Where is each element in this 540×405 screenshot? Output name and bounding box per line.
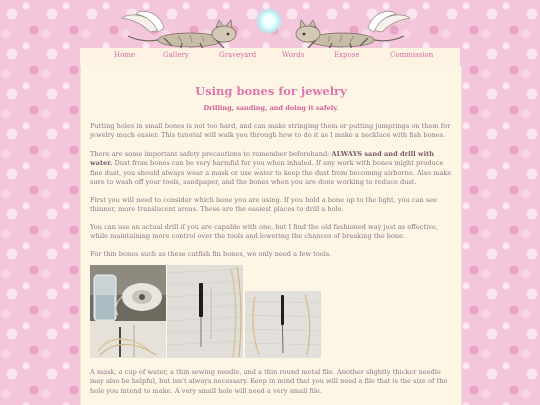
- page-title: Using bones for jewelry: [195, 84, 347, 98]
- nav-words-link[interactable]: Words: [282, 51, 305, 59]
- site-header: [0, 0, 540, 64]
- photo-tools-mask-and-cup: [90, 265, 166, 358]
- paragraph-tools-intro: For thin bones such as these catfish fin bones, we only need a few tools.: [90, 250, 332, 258]
- paragraph-tools-list: A mask, a cup of water, a thin sewing needle, and a thin round metal file. Another slightly thicker needle may also be helpful, but isn't always necessary. Keep in mind that you will need a file that is the size of the hole you intend to make. A very small hole will need a very small file.: [90, 368, 448, 395]
- photo-file-and-bones: [245, 291, 321, 358]
- winged-creature-left-illustration: [120, 10, 250, 52]
- paragraph-choose-bone: First you will need to consider which bone you are using. If you hold a bone up to the light, you can see thinner, more translucent areas. These are the easiest places to drill a hole.: [90, 196, 438, 214]
- page-subtitle: Drilling, sanding, and doing it safely.: [203, 104, 339, 112]
- nav-commission-link[interactable]: Commission: [390, 51, 434, 59]
- winged-creature-right-illustration: [282, 10, 412, 52]
- paragraph-safety: There are some important safety precautions to remember beforehand: ALWAYS sand and drill with water. Dust from bones can be very harmful for you when inhaled. If any work with bones might produce fine dust, you should always wear a mask or use water to keep the dust from becoming airborne. Also make sure to wash off your tools, sandpaper, and the bones when you are done working to reduce dust.: [90, 150, 452, 187]
- content-panel: [80, 66, 462, 405]
- paragraph-intro: Putting holes in small bones is not too hard, and can make stringing them or putting jumprings on them for jewelry much easier. This tutorial will walk you through how to do it as I make a necklace with fish bones.: [90, 122, 451, 140]
- nav-home-link[interactable]: Home: [114, 51, 136, 59]
- safety-warning-bold: ALWAYS sand and drill with water.: [90, 150, 434, 168]
- main-nav: [80, 48, 460, 67]
- photo-needle-and-file: [167, 265, 243, 358]
- nav-gallery-link[interactable]: Gallery: [163, 51, 189, 59]
- nav-graveyard-link[interactable]: Graveyard: [219, 51, 257, 59]
- nav-expose-link[interactable]: Expose: [334, 51, 360, 59]
- paragraph-drill-method: You can use an actual drill if you are capable with one, but I find the old fashioned way just as effective, while maintaining more control over the tools and lowering the chances of breaking the bone.: [90, 223, 438, 241]
- site-logo-orb: [256, 8, 282, 34]
